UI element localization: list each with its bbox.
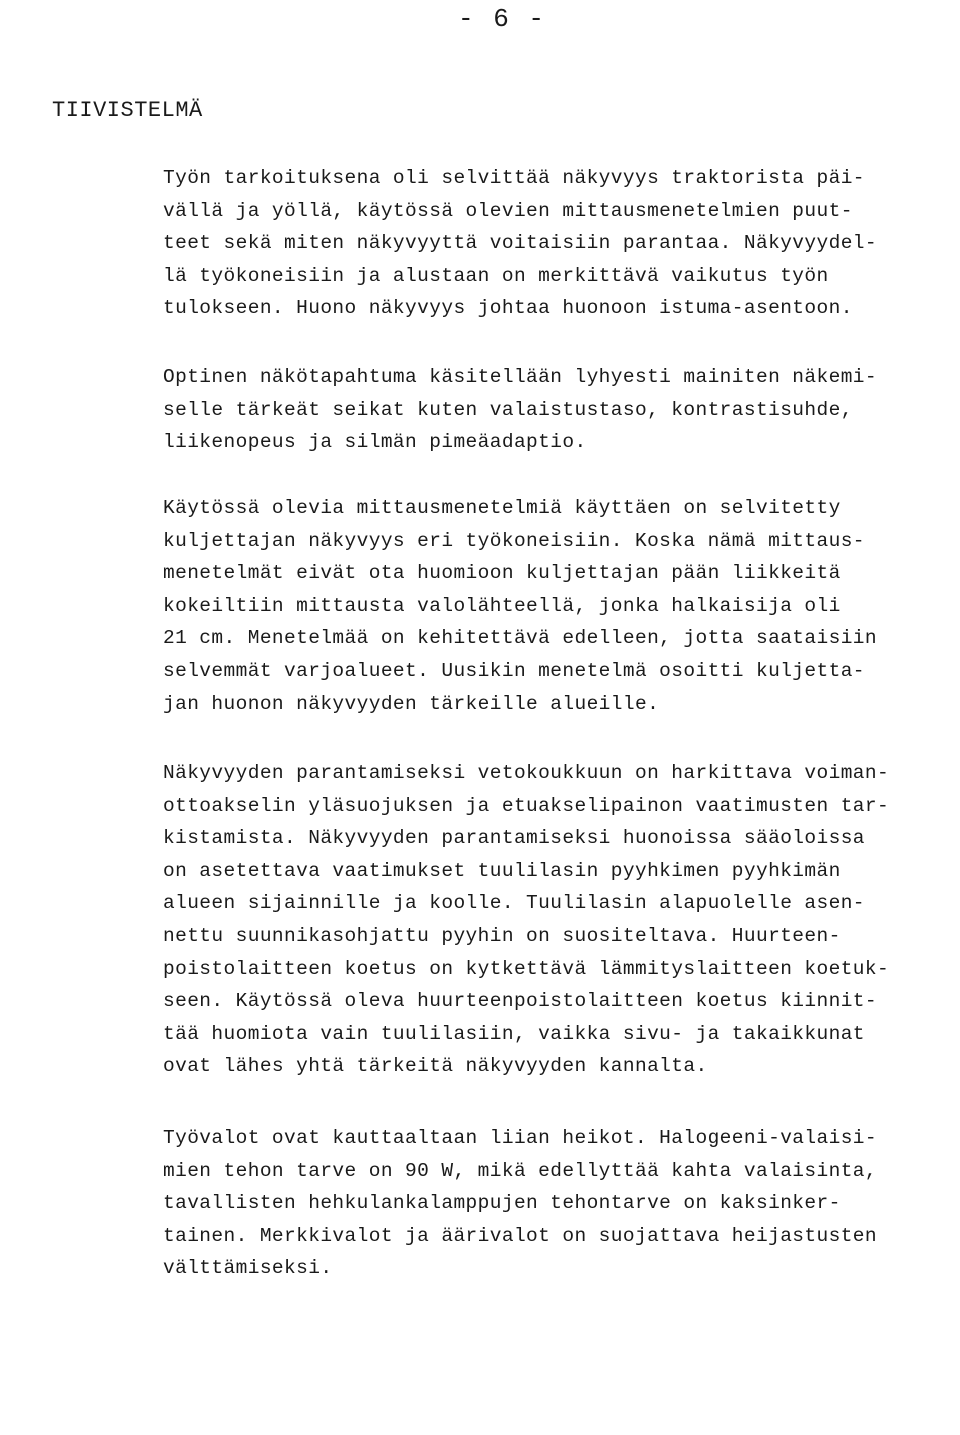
text-line: tainen. Merkkivalot ja äärivalot on suojattava heijastusten xyxy=(163,1224,878,1247)
text-line: nettu suunnikasohjattu pyyhin on suositeltava. Huurteen- xyxy=(163,924,841,947)
text-line: kuljettajan näkyvyys eri työkoneisiin. Koska nämä mittaus- xyxy=(163,529,865,552)
text-line: selle tärkeät seikat kuten valaistustaso, kontrastisuhde, xyxy=(163,398,853,421)
text-line: vällä ja yöllä, käytössä olevien mittausmenetelmien puut- xyxy=(163,199,853,222)
page-number: - 6 - xyxy=(458,4,547,34)
paragraph xyxy=(163,361,953,459)
text-line: Käytössä olevia mittausmenetelmiä käyttäen on selvitetty xyxy=(163,497,841,519)
paragraph xyxy=(163,162,953,325)
text-line: selvemmät varjoalueet. Uusikin menetelmä osoitti kuljetta- xyxy=(163,659,865,682)
text-line: Optinen näkötapahtuma käsitellään lyhyesti mainiten näkemi- xyxy=(163,366,878,388)
text-line: Työvalot ovat kauttaaltaan liian heikot. Halogeeni-valaisi- xyxy=(163,1127,878,1149)
text-line: kistamista. Näkyvyyden parantamiseksi huonoissa sääoloissa xyxy=(163,827,865,850)
text-line: poistolaitteen koetus on kytkettävä lämmityslaitteen koetuk- xyxy=(163,957,890,980)
text-line: tavallisten hehkulankalamppujen tehontarve on kaksinker- xyxy=(163,1192,841,1215)
text-line: mien tehon tarve on 90 W, mikä edellyttää kahta valaisinta, xyxy=(163,1159,878,1182)
text-line: Näkyvyyden parantamiseksi vetokoukkuun on harkittava voiman- xyxy=(163,762,890,784)
text-line: kokeiltiin mittausta valolähteellä, jonka halkaisija oli xyxy=(163,594,841,617)
text-line: ovat lähes yhtä tärkeitä näkyvyyden kannalta. xyxy=(163,1055,708,1078)
text-line: tulokseen. Huono näkyvyys johtaa huonoon istuma-asentoon. xyxy=(163,297,853,320)
text-line: ottoakselin yläsuojuksen ja etuakselipainon vaatimusten tar- xyxy=(163,794,890,817)
text-line: jan huonon näkyvyyden tärkeille alueille. xyxy=(163,692,660,715)
text-line: tää huomiota vain tuulilasiin, vaikka sivu- ja takaikkunat xyxy=(163,1022,865,1045)
text-line: seen. Käytössä oleva huurteenpoistolaitteen koetus kiinnit- xyxy=(163,990,878,1013)
paragraph xyxy=(163,492,953,720)
paragraph xyxy=(163,1122,953,1285)
text-line: teet sekä miten näkyvyyttä voitaisiin parantaa. Näkyvyydel- xyxy=(163,232,878,255)
text-line: lä työkoneisiin ja alustaan on merkittävä vaikutus työn xyxy=(163,264,829,287)
text-line: liikenopeus ja silmän pimeäadaptio. xyxy=(163,431,587,454)
text-line: on asetettava vaatimukset tuulilasin pyyhkimen pyyhkimän xyxy=(163,859,841,882)
section-heading: TIIVISTELMÄ xyxy=(52,98,203,123)
text-line: alueen sijainnille ja koolle. Tuulilasin alapuolelle asen- xyxy=(163,892,865,915)
text-line: välttämiseksi. xyxy=(163,1257,333,1280)
text-line: Työn tarkoituksena oli selvittää näkyvyys traktorista päi- xyxy=(163,167,865,189)
text-line: 21 cm. Menetelmää on kehitettävä edelleen, jotta saataisiin xyxy=(163,627,878,650)
text-line: menetelmät eivät ota huomioon kuljettajan pään liikkeitä xyxy=(163,562,841,585)
paragraph xyxy=(163,757,953,1083)
